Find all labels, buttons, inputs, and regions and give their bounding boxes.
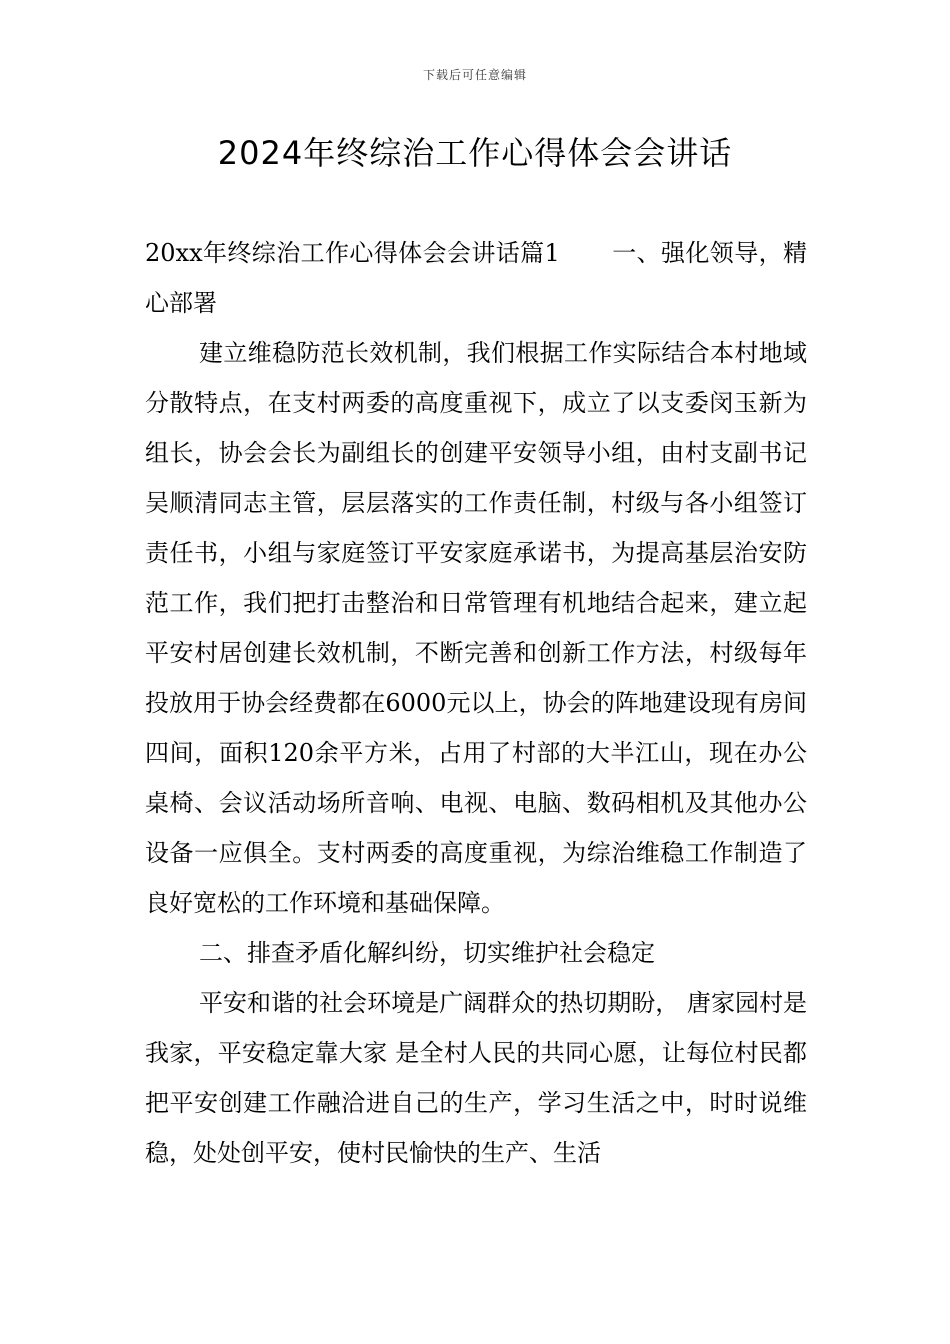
subtitle-line (145, 228, 807, 328)
paragraph-2: 平安和谐的社会环境是广阔群众的热切期盼， 唐家园村是我家，平安稳定靠大家 是全村人民的共同心愿，让每位村民都把平安创建工作融洽进自己的生产，学习生活之中，时时说维稳，处处创平安，使村民愉快的生产、生活 (145, 989, 807, 1167)
header-note: 下载后可任意编辑 (422, 68, 527, 82)
document-subtitle: 20xx年终综治工作心得体会会讲话篇1 (145, 239, 560, 267)
section2-heading: 二、排查矛盾化解纠纷，切实维护社会稳定 (199, 939, 655, 967)
paragraph-1: 建立维稳防范长效机制，我们根据工作实际结合本村地域分散特点，在支村两委的高度重视下，成立了以支委闵玉新为组长，协会会长为副组长的创建平安领导小组，由村支副书记吴顺清同志主管，层层落实的工作责任制，村级与各小组签订责任书，小组与家庭签订平安家庭承诺书，为提高基层治安防范工作，我们把打击整治和日常管理有机地结合起来，建立起平安村居创建长效机制，不断完善和创新工作方法，村级每年投放用于协会经费都在6000元以上，协会的阵地建设现有房间四间，面积120余平方米，占用了村部的大半江山，现在办公桌椅、会议活动场所音响、电视、电脑、数码相机及其他办公设备一应俱全。支村两委的高度重视，为综治维稳工作制造了良好宽松的工作环境和基础保障。 (145, 339, 807, 917)
section1-heading: 一、强化领导，精心部署 (145, 239, 807, 317)
document-title: 2024年终综治工作心得体会会讲话 (217, 134, 733, 172)
document-body (145, 228, 807, 1178)
